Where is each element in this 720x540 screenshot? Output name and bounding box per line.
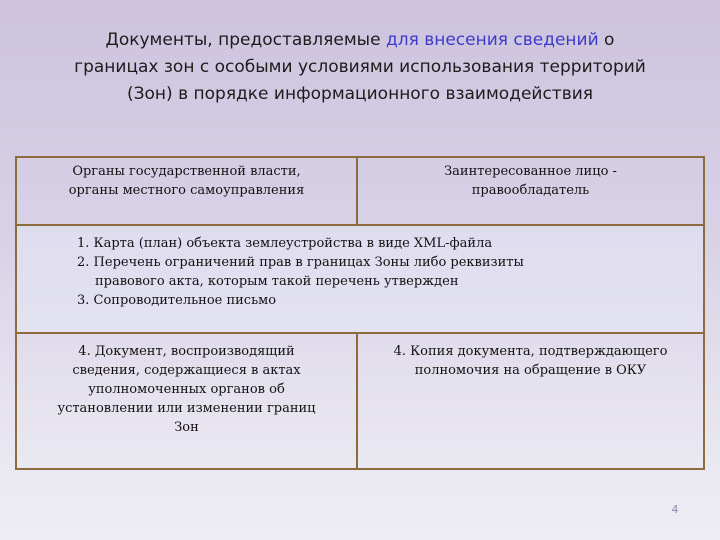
title-highlight: для внесения сведений [385,30,599,50]
common-item: 1. Карта (план) объекта землеустройства в виде XML-файла [77,236,493,251]
left-item-line: уполномоченных органов об [88,382,285,397]
common-documents-cell [15,224,705,334]
left-item-line: Зон [174,420,199,435]
common-item: 3. Сопроводительное письмо [77,293,277,308]
common-item-continuation: правового акта, которым такой перечень утвержден [95,274,459,289]
header-left-line: Органы государственной власти, [72,164,301,179]
left-item-line: сведения, содержащиеся в актах [72,363,301,378]
page-number: 4 [671,503,679,516]
authorities-document-cell [15,332,358,470]
title-text-2: о [598,30,615,50]
left-item-line: установлении или изменении границ [57,401,316,416]
header-left-line: органы местного самоуправления [68,183,305,198]
interested-party-document-cell [356,332,705,470]
header-cell-interested-party [356,156,705,226]
header-right-line: правообладатель [471,183,590,198]
documents-table [15,156,705,470]
right-item-line: 4. Копия документа, подтверждающего [393,344,668,359]
left-item-line: 4. Документ, воспроизводящий [78,344,295,359]
slide-title [40,27,680,108]
title-line-3: (Зон) в порядке информационного взаимодействия [127,84,593,104]
title-line-1 [40,27,680,54]
header-right-line: Заинтересованное лицо - [444,164,617,179]
title-line-2: границах зон с особыми условиями использования территорий [74,57,646,77]
header-cell-authorities [15,156,358,226]
common-item: 2. Перечень ограничений прав в границах Зоны либо реквизиты [77,255,524,270]
title-text-1: Документы, предоставляемые [105,30,386,50]
right-item-line: полномочия на обращение в ОКУ [414,363,647,378]
